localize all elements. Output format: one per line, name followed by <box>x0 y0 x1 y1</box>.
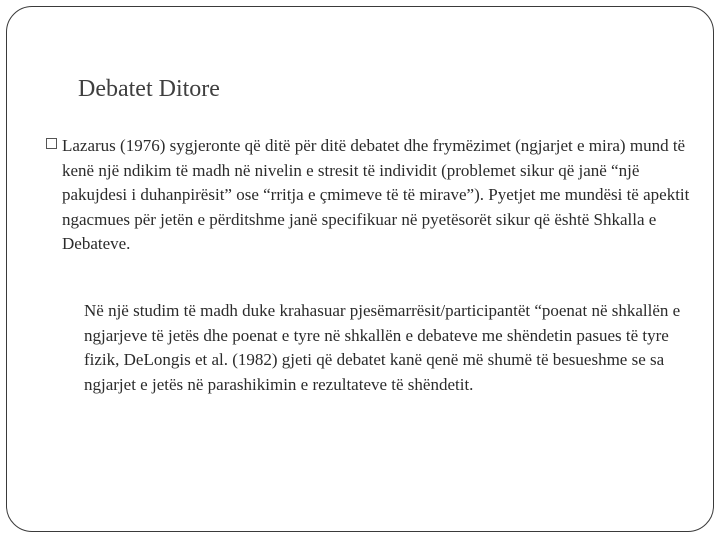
slide-title: Debatet Ditore <box>78 76 220 102</box>
body-paragraph: Në një studim të madh duke krahasuar pjesëmarrësit/participantët “poenat në shkallën e ngjarjeve të jetës dhe poenat e tyre në shkallën e debateve me shëndetin pasues të tyre fizik, DeLongis et al. (1982) gjeti që debatet kanë qenë më shumë të besueshme se sa ngjarjet e jetës në parashikimin e rezultateve të shëndetit. <box>84 301 681 394</box>
bullet-item <box>46 134 696 257</box>
square-bullet-icon <box>46 138 57 149</box>
bullet-text: Lazarus (1976) sygjeronte që ditë për ditë debatet dhe frymëzimet (ngjarjet e mira) mund të kenë një ndikim të madh në nivelin e stresit të individit (problemet sikur që janë “një pakujdesi i duhanpirësit” ose “rritja e çmimeve të të mirave”). Pyetjet me mundësi të apektit ngacmues për jetën e përditshme janë specifikuar në pyetësorët sikur që është Shkalla e Debateve. <box>62 136 690 253</box>
